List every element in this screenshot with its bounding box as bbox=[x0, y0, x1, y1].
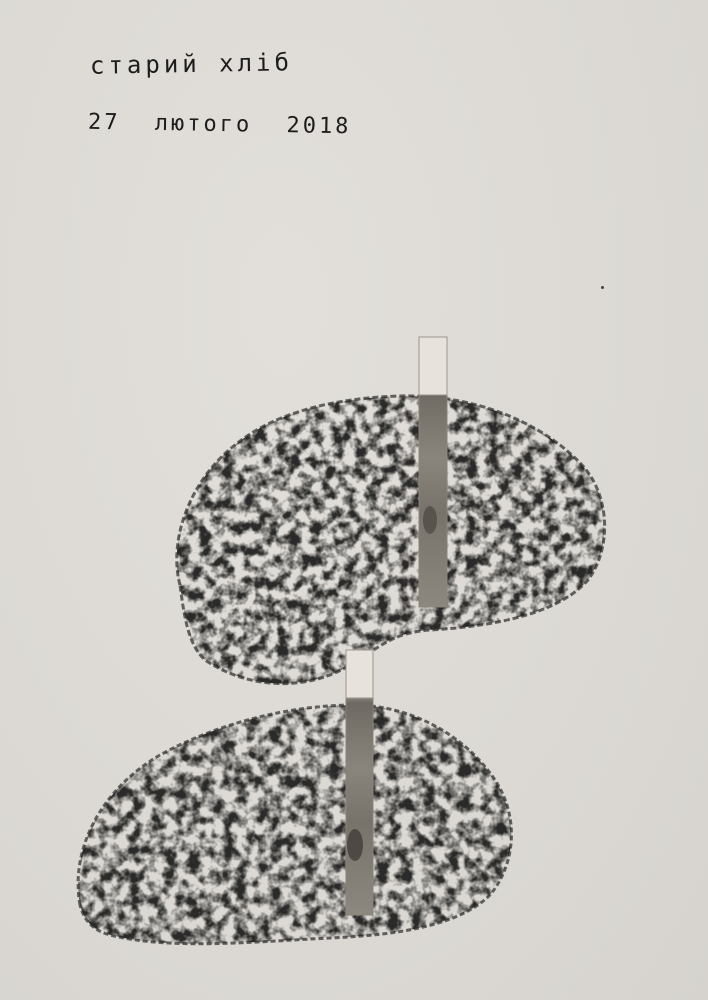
collage-strip-upper bbox=[419, 337, 447, 607]
bread-print-lower bbox=[78, 705, 511, 944]
handwritten-title: старий хліб bbox=[89, 48, 294, 80]
collage-strip-lower bbox=[346, 650, 373, 915]
handwritten-date: 27 лютого 2018 bbox=[87, 109, 352, 140]
bread-print-upper bbox=[177, 396, 605, 684]
